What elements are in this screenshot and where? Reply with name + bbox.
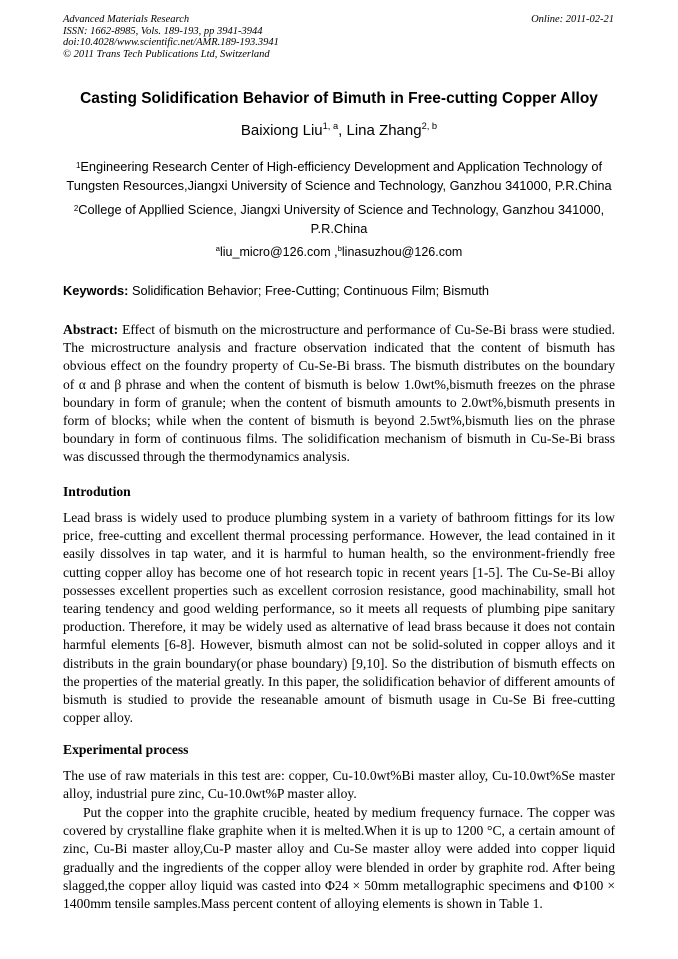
abstract-paragraph bbox=[63, 321, 615, 467]
online-date: Online: 2011-02-21 bbox=[531, 14, 614, 25]
email-line bbox=[63, 245, 615, 259]
affiliation-2 bbox=[63, 200, 615, 238]
journal-name: Advanced Materials Research bbox=[63, 14, 190, 25]
section-heading: Experimental process bbox=[63, 742, 189, 757]
experimental-paragraph: The use of raw materials in this test are: copper, Cu-10.0wt%Bi master alloy, Cu-10.0wt%Se master alloy, industrial pure zinc, Cu-10.0wt%P master alloy. bbox=[63, 768, 615, 802]
author-affiliation-mark: 1, a bbox=[322, 121, 339, 132]
email-address: liu_micro@126.com bbox=[219, 245, 331, 259]
affiliation-mark: 1 bbox=[75, 161, 81, 171]
journal-header bbox=[63, 14, 279, 60]
keywords-text: Solidification Behavior; Free-Cutting; Continuous Film; Bismuth bbox=[128, 283, 490, 298]
keywords-label: Keywords: bbox=[63, 283, 129, 298]
copyright-line: © 2011 Trans Tech Publications Ltd, Switzerland bbox=[63, 48, 270, 60]
author-name: Baixiong Liu bbox=[240, 122, 323, 139]
author-name: Lina Zhang bbox=[346, 122, 422, 139]
section-heading: Introdution bbox=[63, 484, 131, 499]
abstract-label: Abstract: bbox=[63, 322, 119, 337]
author-line bbox=[63, 122, 615, 139]
introduction-paragraph: Lead brass is widely used to produce plumbing system in a variety of bathroom fittings for its low price, free-cutting and excellent thermal processing performance. However, the lead contained in it easily dissolves in tap water, and it is harmful to human health, so the environment-friendly free cutting copper alloy has become one of hot research topic in recent years [1-5]. The Cu-Se-Bi alloy possesses excellent properties such as excellent corrosion resistance, good machinability, small hot tearing tendency and good welding performance, so it meets all requests of plumbing pipe sanitary production. Therefore, it may be widely used as alternative of lead brass because it does not contain harmful elements [6-8]. However, bismuth almost can not be solid-soluted in copper alloys and it distributs in the grain boundary(or phase boundary) [9,10]. So the distribution of bismuth effects on the properties of the material greatly. In this paper, the solidification behavior of different amounts of bismuth is studied to provide the reseanable amount of bismuth usage in Cu-Se Bi free-cutting copper alloy. bbox=[63, 510, 615, 726]
email-separator: , bbox=[330, 245, 338, 259]
affiliation-1 bbox=[63, 157, 615, 195]
paper-title: Casting Solidification Behavior of Bimuth in Free-cutting Copper Alloy bbox=[80, 90, 598, 107]
email-address: linasuzhou@126.com bbox=[341, 245, 463, 259]
abstract-text: Effect of bismuth on the microstructure and performance of Cu-Se-Bi brass were studied. The microstructure analysis and fracture observation indicated that the content of bismuth has obvious effect on the foundry property of Cu-Se-Bi brass. The bismuth distributes on the boundary of α and β phrase and when the content of bismuth is below 1.0wt%,bismuth freezes on the phrase boundary in form of granule; when the content of bismuth amounts to 2.0wt%,bismuth presents in form of blocks; while when the content of bismuth is beyond 2.5wt%,bismuth lies on the phrase boundary in form of continuous films. The solidification mechanism of bismuth in Cu-Se-Bi brass was discussed through the thermodynamics analysis. bbox=[63, 322, 615, 465]
issn-line: ISSN: 1662-8985, Vols. 189-193, pp 3941-3944 bbox=[63, 25, 263, 37]
affiliation-text: College of Appllied Science, Jiangxi University of Science and Technology, Ganzhou 341000, P.R.China bbox=[78, 202, 605, 236]
email-mark: b bbox=[337, 244, 342, 254]
author-separator: , bbox=[338, 122, 347, 139]
affiliation-mark: 2 bbox=[73, 204, 79, 214]
doi-line: doi:10.4028/www.scientific.net/AMR.189-193.3941 bbox=[63, 37, 279, 48]
author-affiliation-mark: 2, b bbox=[421, 121, 438, 132]
email-mark: a bbox=[215, 244, 220, 254]
affiliation-text: Engineering Research Center of High-efficiency Development and Application Technology of Tungsten Resources,Jiangxi University of Science and Technology, Ganzhou 341000, P.R.China bbox=[66, 159, 612, 193]
keywords-line bbox=[63, 283, 489, 298]
experimental-paragraph: Put the copper into the graphite crucible, heated by medium frequency furnace. The copper was covered by crystalline flake graphite when it is melted.When it is up to 1200 °C, a certain amount of zinc, Cu-Bi master alloy,Cu-P master alloy and Cu-Se master alloy were added into copper liquid gradually and the ingredients of the copper alloy were blended in order by graphite rod. After being slagged,the copper alloy liquid was casted into Φ24 × 50mm metallographic specimens and Φ100 × 1400mm tensile samples.Mass percent content of alloying elements is shown in Table 1. bbox=[63, 805, 615, 912]
